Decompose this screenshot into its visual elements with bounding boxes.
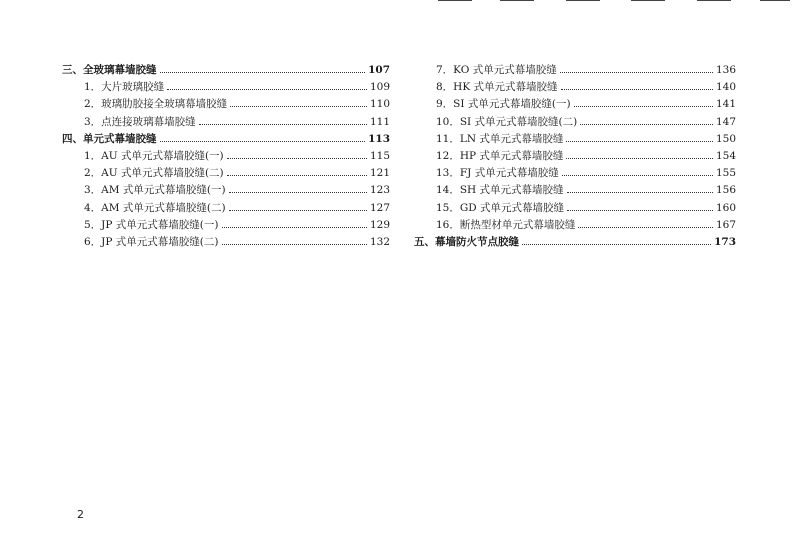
toc-right-column xyxy=(414,62,736,251)
toc-entry[interactable] xyxy=(62,148,390,165)
header-rule-1 xyxy=(438,0,472,1)
toc-entry-label: 7．KO 式单元式幕墙胶缝 xyxy=(436,64,557,76)
toc-entry[interactable] xyxy=(62,62,390,79)
toc-leader-dots xyxy=(522,244,711,245)
toc-entry-label: 2．AU 式单元式幕墙胶缝(二) xyxy=(84,167,224,180)
toc-entry-label: 16．断热型材单元式幕墙胶缝 xyxy=(436,218,576,231)
toc-leader-dots xyxy=(574,106,713,107)
toc-leader-dots xyxy=(560,72,713,73)
toc-entry-page: 160 xyxy=(715,201,736,214)
toc-entry[interactable] xyxy=(414,234,736,251)
toc-entry[interactable] xyxy=(414,96,736,113)
toc-entry-label: 14．SH 式单元式幕墙胶缝 xyxy=(436,184,564,197)
toc-entry-page: 109 xyxy=(369,81,390,94)
header-rule-6 xyxy=(760,0,790,1)
toc-entry-label: 1．AU 式单元式幕墙胶缝(一) xyxy=(84,149,224,162)
toc-entry-page: 121 xyxy=(369,167,390,180)
toc-entry[interactable] xyxy=(62,234,390,251)
toc-entry[interactable] xyxy=(414,79,736,96)
toc-entry-page: 132 xyxy=(369,235,390,248)
header-rule-5 xyxy=(697,0,731,1)
toc-entry-page: 136 xyxy=(715,64,736,76)
toc-entry-label: 9．SI 式单元式幕墙胶缝(一) xyxy=(436,98,571,111)
toc-entry[interactable] xyxy=(414,182,736,199)
toc-entry-page: 113 xyxy=(368,132,390,145)
toc-entry-page: 107 xyxy=(368,64,390,76)
toc-leader-dots xyxy=(580,124,713,125)
toc-entry-page: 140 xyxy=(715,81,736,94)
toc-entry[interactable] xyxy=(414,217,736,234)
toc-leader-dots xyxy=(230,106,367,107)
toc-entry-label: 五、幕墙防火节点胶缝 xyxy=(414,235,519,248)
header-rule-2 xyxy=(500,0,534,1)
toc-entry-label: 11．LN 式单元式幕墙胶缝 xyxy=(436,132,564,145)
toc-entry-label: 12．HP 式单元式幕墙胶缝 xyxy=(436,149,564,162)
toc-entry[interactable] xyxy=(62,96,390,113)
toc-entry[interactable] xyxy=(62,165,390,182)
toc-entry[interactable] xyxy=(414,114,736,131)
toc-entry-label: 10．SI 式单元式幕墙胶缝(二) xyxy=(436,115,578,128)
toc-entry-label: 8．HK 式单元式幕墙胶缝 xyxy=(436,81,558,94)
toc-entry-label: 2．玻璃肋胶接全玻璃幕墙胶缝 xyxy=(84,98,228,111)
toc-entry-label: 15．GD 式单元式幕墙胶缝 xyxy=(436,201,565,214)
header-rule-4 xyxy=(631,0,665,1)
toc-entry-page: 147 xyxy=(715,115,736,128)
toc-entry-page: 150 xyxy=(715,132,736,145)
toc-leader-dots xyxy=(562,175,713,176)
toc-entry-page: 154 xyxy=(715,149,736,162)
toc-entry-page: 155 xyxy=(715,167,736,180)
toc-entry-label: 6．JP 式单元式幕墙胶缝(二) xyxy=(84,235,219,248)
toc-leader-dots xyxy=(561,89,713,90)
toc-leader-dots xyxy=(566,141,713,142)
toc-entry[interactable] xyxy=(62,200,390,217)
toc-leader-dots xyxy=(567,192,713,193)
toc-entry-label: 3．点连接玻璃幕墙胶缝 xyxy=(84,115,196,128)
toc-leader-dots xyxy=(227,175,367,176)
toc-entry-page: 129 xyxy=(369,218,390,231)
toc-leader-dots xyxy=(567,210,713,211)
toc-entry-label: 三、全玻璃幕墙胶缝 xyxy=(62,64,157,76)
toc-entry[interactable] xyxy=(62,217,390,234)
toc-entry-page: 115 xyxy=(369,149,390,162)
toc-leader-dots xyxy=(160,72,366,73)
toc-entry-label: 3．AM 式单元式幕墙胶缝(一) xyxy=(84,184,226,197)
toc-entry[interactable] xyxy=(62,79,390,96)
page-number: 2 xyxy=(77,508,84,521)
toc-entry-label: 4．AM 式单元式幕墙胶缝(二) xyxy=(84,201,226,214)
toc-entry-page: 123 xyxy=(369,184,390,197)
toc-leader-dots xyxy=(167,89,367,90)
toc-entry[interactable] xyxy=(62,131,390,148)
toc-entry-label: 5．JP 式单元式幕墙胶缝(一) xyxy=(84,218,219,231)
toc-entry[interactable] xyxy=(62,114,390,131)
toc-leader-dots xyxy=(227,158,367,159)
toc-entry-page: 111 xyxy=(369,115,390,128)
toc-entry-page: 127 xyxy=(369,201,390,214)
toc-entry[interactable] xyxy=(414,148,736,165)
toc-leader-dots xyxy=(229,210,367,211)
toc-entry-label: 1．大片玻璃胶缝 xyxy=(84,81,165,94)
toc-entry[interactable] xyxy=(62,182,390,199)
toc-entry-label: 四、单元式幕墙胶缝 xyxy=(62,132,157,145)
toc-left-column xyxy=(62,62,390,251)
toc-leader-dots xyxy=(199,124,367,125)
toc-leader-dots xyxy=(229,192,367,193)
toc-leader-dots xyxy=(160,141,366,142)
toc-entry-page: 141 xyxy=(715,98,736,111)
toc-entry[interactable] xyxy=(414,200,736,217)
toc-entry-page: 156 xyxy=(715,184,736,197)
toc-leader-dots xyxy=(222,227,367,228)
header-rule-3 xyxy=(566,0,600,1)
toc-leader-dots xyxy=(578,227,713,228)
toc-entry[interactable] xyxy=(414,62,736,79)
toc-leader-dots xyxy=(222,244,367,245)
toc-entry-page: 167 xyxy=(715,218,736,231)
toc-leader-dots xyxy=(566,158,713,159)
toc-entry[interactable] xyxy=(414,131,736,148)
toc-entry-page: 173 xyxy=(714,235,736,248)
toc-entry-label: 13．FJ 式单元式幕墙胶缝 xyxy=(436,167,559,180)
toc-entry[interactable] xyxy=(414,165,736,182)
toc-entry-page: 110 xyxy=(369,98,390,111)
